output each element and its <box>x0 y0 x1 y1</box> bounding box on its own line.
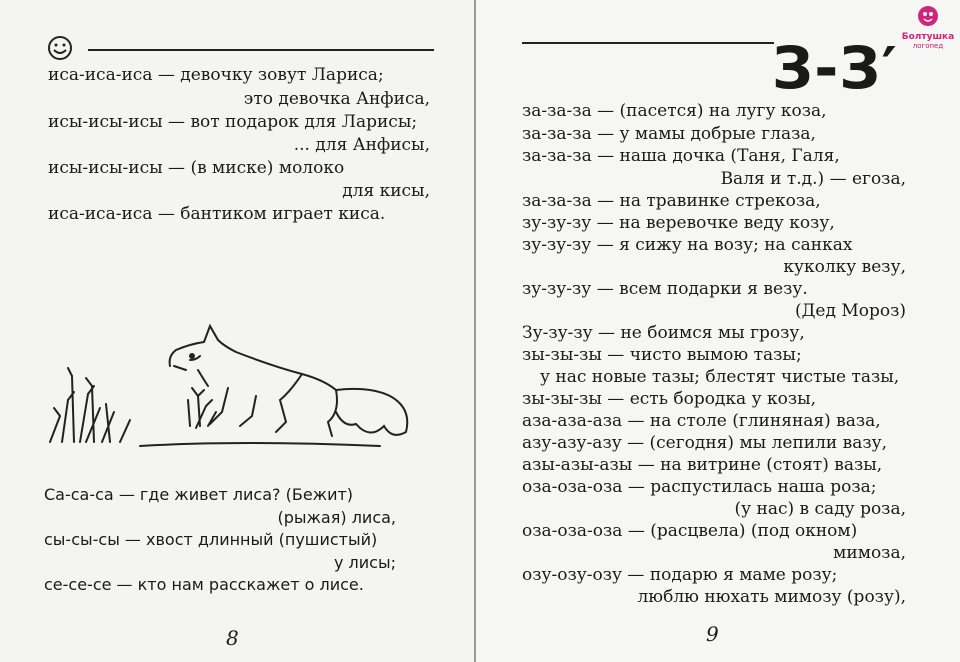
text-line: Валя и т.д.) — егоза, <box>720 169 906 189</box>
text-line: оза-оза-оза — распустилась наша роза; <box>522 477 877 497</box>
text-line: за-за-за — (пасется) на лугу коза, <box>522 101 827 121</box>
text-line: люблю нюхать мимозу (розу), <box>637 587 906 607</box>
text-line: аза-аза-аза — на столе (глиняная) ваза, <box>522 411 881 431</box>
logo-title: Болтушка <box>901 32 955 42</box>
text-line: куколку везу, <box>783 257 906 277</box>
text-line: зу-зу-зу — на веревочке веду козу, <box>522 213 835 233</box>
text-line: зу-зу-зу — я сижу на возу; на санках <box>522 235 853 255</box>
text-line: зы-зы-зы — есть бородка у козы, <box>522 389 817 409</box>
chapter-heading: З-З′ <box>772 34 898 102</box>
text-line: (Дед Мороз) <box>794 301 906 321</box>
text-line: се-се-се — кто нам расскажет о лисе. <box>44 575 364 594</box>
text-line: мимоза, <box>833 543 906 563</box>
text-line: зу-зу-зу — всем подарки я везу. <box>522 279 808 299</box>
text-line: ... для Анфисы, <box>293 135 430 155</box>
right-page <box>476 0 960 662</box>
page-number: 8 <box>226 626 239 650</box>
left-page <box>0 0 474 662</box>
text-line: у нас новые тазы; блестят чистые тазы, <box>540 367 900 387</box>
text-line: азу-азу-азу — (сегодня) мы лепили вазу, <box>522 433 888 453</box>
text-line: Са-са-са — где живет лиса? (Бежит) <box>44 485 354 504</box>
smiley-icon <box>46 34 74 62</box>
page-number: 9 <box>706 622 719 646</box>
text-line: азы-азы-азы — на витрине (стоят) вазы, <box>522 455 883 475</box>
text-line: за-за-за — наша дочка (Таня, Галя, <box>522 146 840 166</box>
text-line: (рыжая) лиса, <box>277 508 396 527</box>
text-line: (у нас) в саду роза, <box>734 499 906 519</box>
text-line: за-за-за — у мамы добрые глаза, <box>522 124 816 144</box>
text-line: у лисы; <box>334 553 396 572</box>
text-line: озу-озу-озу — подарю я маме розу; <box>522 565 838 585</box>
text-line: для кисы, <box>342 181 430 201</box>
text-line: иса-иса-иса — девочку зовут Лариса; <box>48 65 384 85</box>
text-line: оза-оза-оза — (расцвела) (под окном) <box>522 521 858 541</box>
text-line: это девочка Анфиса, <box>243 89 430 109</box>
header-rule <box>522 42 774 44</box>
text-line: Зу-зу-зу — не боимся мы грозу, <box>522 323 805 343</box>
text-line: сы-сы-сы — хвост длинный (пушистый) <box>44 530 378 549</box>
logo-icon <box>916 4 940 28</box>
logo <box>900 4 956 50</box>
fox-illustration <box>40 316 420 456</box>
text-line: исы-исы-исы — вот подарок для Ларисы; <box>48 112 418 132</box>
text-line: исы-исы-исы — (в миске) молоко <box>48 158 345 178</box>
header-rule <box>88 49 434 51</box>
logo-subtitle: логопед <box>912 42 944 50</box>
text-line: зы-зы-зы — чисто вымою тазы; <box>522 345 802 365</box>
text-line: иса-иса-иса — бантиком играет киса. <box>48 204 386 224</box>
text-line: за-за-за — на травинке стрекоза, <box>522 191 821 211</box>
